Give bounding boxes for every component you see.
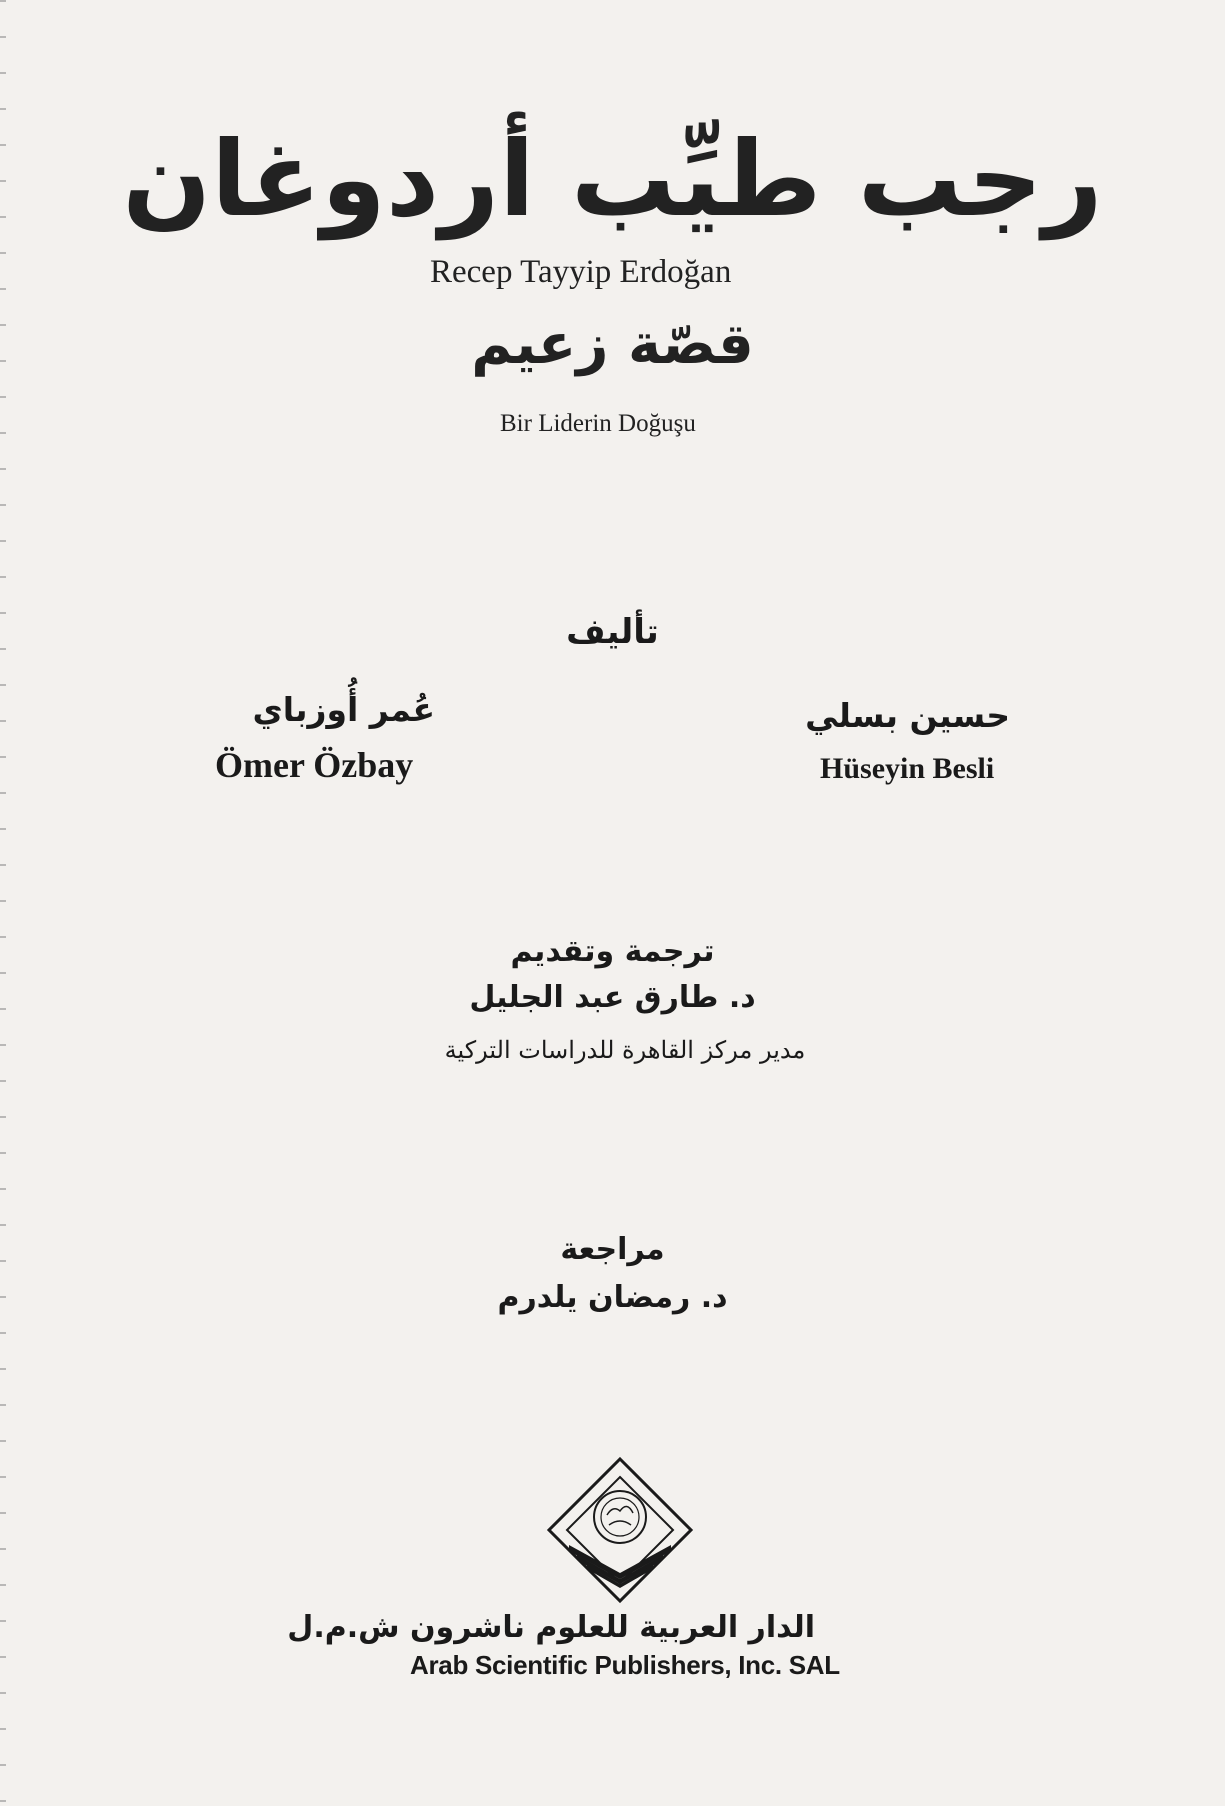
translator-name: د. طارق عبد الجليل <box>469 980 756 1015</box>
subtitle-turkish: Bir Liderin Doğuşu <box>500 410 696 437</box>
author-1-latin: Hüseyin Besli <box>820 752 995 785</box>
author-2-latin: Ömer Özbay <box>215 745 414 785</box>
publisher-name-arabic: الدار العربية للعلوم ناشرون ش.م.ل <box>287 1610 815 1645</box>
title-latin: Recep Tayyip Erdoğan <box>430 254 732 290</box>
authors-heading: تأليف <box>566 612 659 652</box>
title-arabic: رجب طيِّب أردوغان <box>122 118 1103 240</box>
publisher-name-english: Arab Scientific Publishers, Inc. SAL <box>410 1650 840 1680</box>
diamond-book-logo-icon <box>545 1455 695 1605</box>
translator-role: مدير مركز القاهرة للدراسات التركية <box>444 1036 806 1064</box>
author-2-arabic: عُمر أُوزباي <box>252 690 435 729</box>
author-1-arabic: حسين بسلي <box>805 696 1010 735</box>
review-heading: مراجعة <box>560 1232 665 1267</box>
translation-heading: ترجمة وتقديم <box>510 934 715 969</box>
subtitle-arabic: قصّة زعيم <box>471 312 754 377</box>
binding-edge-marks <box>0 0 6 1806</box>
reviewer-name: د. رمضان يلدرم <box>497 1280 728 1315</box>
